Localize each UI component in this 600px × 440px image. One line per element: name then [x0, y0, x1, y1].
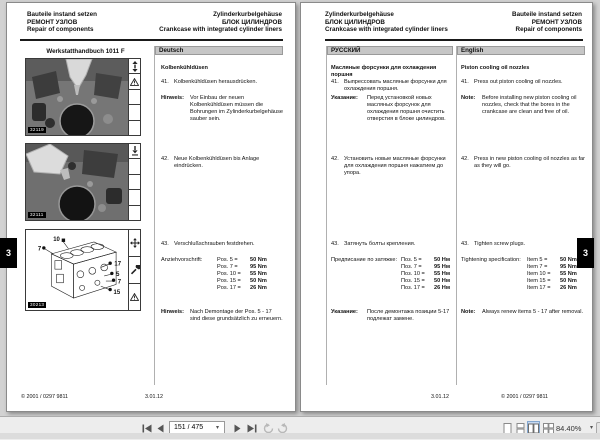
step-text: Выпрессовать масляные форсунки для охлаждения поршня.: [344, 79, 447, 92]
torque-value: 50 Nm: [250, 257, 267, 263]
note-label: Указание:: [331, 309, 358, 315]
callout-label: 5: [116, 271, 120, 278]
step-text: Neue Kolbenkühldüsen bis Anlage eindrücken.: [174, 156, 260, 169]
step-number: 42.: [461, 156, 469, 162]
column-divider: [456, 46, 457, 385]
torque-pos: Item 5 =: [527, 257, 548, 263]
press-in-icon: [129, 144, 140, 159]
torque-row: [527, 257, 577, 264]
title-line: БЛОК ЦИЛИНДРОВ: [222, 18, 282, 26]
torque-wrench-icon: [129, 257, 140, 284]
step-42: [331, 156, 453, 177]
callout-label: 7: [37, 246, 42, 253]
note-label: Note:: [461, 95, 476, 101]
torque-pos: Pos. 15 =: [217, 278, 241, 284]
torque-row: [401, 264, 450, 271]
callout-label: 7: [117, 279, 122, 286]
section-heading: Kolbenkühldüsen: [161, 65, 208, 71]
step-43: [331, 241, 453, 248]
torque-spec-table: [331, 257, 453, 292]
torque-label: Предписание по затяжке:: [331, 257, 398, 263]
title-line: Zylinderkurbelgehäuse: [213, 11, 282, 18]
torque-row: [401, 271, 450, 278]
page-title-block: [27, 11, 97, 34]
step-text: Verschlußschrauben festdrehen.: [174, 241, 255, 247]
figure-number-chip: 32111: [30, 212, 44, 217]
figure-photo-press-in: [25, 143, 141, 221]
figure-symbol-column: [129, 58, 141, 136]
torque-value: 26 Nm: [250, 285, 267, 291]
language-bar-russian: РУССКИЙ: [327, 46, 453, 55]
empty-symbol-cell: [129, 121, 140, 135]
text-column-german: [161, 63, 283, 393]
torque-row: [217, 271, 267, 278]
note-block: [161, 95, 283, 123]
torque-pos: Pos. 17 =: [217, 285, 241, 291]
torque-value: 95 Нм: [434, 264, 450, 270]
note-label: Указание:: [331, 95, 358, 101]
step-text: Затянуть болты крепления.: [344, 241, 416, 247]
step-number: 42.: [161, 156, 169, 162]
zoom-level-display[interactable]: 84.40%: [556, 424, 582, 433]
torque-value: 50 Нм: [434, 257, 450, 263]
torque-pos: Item 17 =: [527, 285, 551, 291]
torque-row: [217, 278, 267, 285]
chapter-title-block: [325, 11, 448, 34]
note-text: Перед установкой новых масляных форсунок для охлаждения поршня очистить отверстия в блоке цилиндров.: [367, 95, 446, 122]
footer-section-number: 3.01.12: [145, 394, 163, 400]
figure-drawing-screw-plugs: [25, 229, 141, 311]
column-divider: [326, 46, 327, 385]
torque-value: 55 Nm: [560, 271, 577, 277]
torque-value: 50 Nm: [560, 278, 577, 284]
empty-symbol-cell: [129, 175, 140, 190]
manual-name: Werkstatthandbuch 1011 F: [46, 48, 125, 55]
callout-label: 17: [114, 261, 122, 268]
footer-copyright: © 2001 / 0297 9811: [501, 394, 549, 400]
torque-row: [401, 285, 450, 292]
note-block: [461, 309, 585, 316]
note-label: Hinweis:: [161, 309, 185, 315]
empty-symbol-cell: [129, 190, 140, 205]
engine-photo: [25, 143, 129, 221]
torque-spec-table: [161, 257, 283, 292]
torque-value: 26 Nm: [560, 285, 577, 291]
torque-value: 55 Nm: [250, 271, 267, 277]
callout-label: 15: [113, 289, 121, 296]
warning-icon: [129, 74, 140, 89]
torque-pos: Pos. 5 =: [217, 257, 238, 263]
chapter-title-block: [159, 11, 282, 34]
torque-pos: Поз. 7 =: [401, 264, 422, 270]
title-line: Repair of components: [515, 26, 582, 34]
empty-symbol-cell: [129, 159, 140, 174]
torque-row: [527, 278, 577, 285]
torque-rows: [217, 257, 267, 292]
step-43: [461, 241, 585, 248]
torque-pos: Item 15 =: [527, 278, 551, 284]
torque-row: [401, 257, 450, 264]
step-number: 43.: [161, 241, 169, 247]
torque-value: 95 Nm: [560, 264, 577, 270]
cross-arrows-icon: [129, 230, 140, 257]
title-line: РЕМОНТ УЗЛОВ: [27, 18, 78, 26]
header-rule: [325, 39, 583, 41]
column-divider: [154, 46, 155, 385]
step-42: [461, 156, 585, 170]
torque-value: 26 Нм: [434, 285, 450, 291]
step-text: Press out piston cooling oil nozzles.: [474, 79, 563, 85]
header-rule: [20, 39, 283, 41]
figure-number-chip: 32119: [30, 127, 44, 132]
note-text: Vor Einbau der neuen Kolbenkühldüsen müssen die Bohrungen im Zylinderkurbelgehäuse sauber sein.: [190, 95, 283, 122]
press-out-icon: [129, 59, 140, 74]
note-label: Hinweis:: [161, 95, 185, 101]
torque-rows: [527, 257, 577, 292]
step-text: Установить новые масляные форсунки для охлаждения поршня нажатием до упора.: [344, 156, 446, 176]
step-41: [161, 79, 283, 86]
step-43: [161, 241, 283, 248]
figure-symbol-column: [129, 229, 141, 311]
note-block: [331, 309, 453, 323]
torque-pos: Поз. 15 =: [401, 278, 425, 284]
footer-copyright: © 2001 / 0297 9811: [21, 394, 69, 400]
note-block: [331, 95, 453, 123]
torque-value: 95 Nm: [250, 264, 267, 270]
torque-value: 55 Нм: [434, 271, 450, 277]
language-bar-english: English: [457, 46, 585, 55]
title-line: Bauteile instand setzen: [27, 11, 97, 18]
torque-row: [217, 264, 267, 271]
title-line: РЕМОНТ УЗЛОВ: [531, 18, 582, 26]
note-label: Note:: [461, 309, 476, 315]
torque-row: [401, 278, 450, 285]
step-text: Tighten screw plugs.: [474, 241, 526, 247]
taskbar-strip: [0, 433, 600, 439]
step-text: Kolbenkühldüsen herausdrücken.: [174, 79, 258, 85]
drawing-artwork: [26, 230, 128, 310]
note-text: Always renew items 5 - 17 after removal.: [482, 309, 584, 315]
empty-symbol-cell: [129, 206, 140, 220]
torque-pos: Pos. 7 =: [217, 264, 238, 270]
step-number: 41.: [331, 79, 339, 85]
title-line: БЛОК ЦИЛИНДРОВ: [325, 18, 385, 26]
engine-photo: [25, 58, 129, 136]
torque-pos: Поз. 10 =: [401, 271, 425, 277]
photo-artwork: [26, 59, 128, 135]
zoom-dropdown-caret-icon[interactable]: ▾: [590, 425, 594, 431]
step-42: [161, 156, 283, 170]
callout-label: 10: [53, 237, 60, 244]
chapter-tab-right: 3: [577, 238, 594, 268]
torque-pos: Pos. 10 =: [217, 271, 241, 277]
title-line: Bauteile instand setzen: [512, 11, 582, 18]
manual-page-left: [6, 2, 296, 412]
step-number: 43.: [331, 241, 339, 247]
step-number: 42.: [331, 156, 339, 162]
torque-pos: Item 10 =: [527, 271, 551, 277]
torque-row: [527, 264, 577, 271]
torque-value: 50 Нм: [434, 278, 450, 284]
figure-symbol-column: [129, 143, 141, 221]
torque-spec-table: [461, 257, 585, 292]
step-text: Press in new piston cooling oil nozzles as far as they will go.: [474, 156, 585, 169]
page-title-block: [512, 11, 582, 34]
torque-value: 50 Nm: [250, 278, 267, 284]
photo-artwork: [26, 144, 128, 220]
step-number: 41.: [161, 79, 169, 85]
warning-icon: [129, 284, 140, 310]
figure-number-chip: 30213: [30, 302, 45, 307]
note-text: После демонтажа позиции 5-17 подлежат замене.: [367, 309, 450, 322]
torque-pos: Item 7 =: [527, 264, 548, 270]
footer-section-number: 3.01.12: [431, 394, 449, 400]
section-heading: Piston cooling oil nozzles: [461, 65, 530, 71]
section-heading: Масляные форсунки для охлаждения поршня: [331, 65, 437, 78]
empty-symbol-cell: [129, 105, 140, 120]
chapter-tab-left: 3: [0, 238, 17, 268]
torque-row: [527, 271, 577, 278]
note-block: [461, 95, 585, 116]
note-block: [161, 309, 283, 323]
note-text: Nach Demontage der Pos. 5 - 17 sind diese grundsätzlich zu erneuern.: [190, 309, 283, 322]
note-text: Before installing new piston cooling oil nozzles, check that the bores in the crankcase are clean and free of oil.: [482, 95, 577, 115]
language-bar-deutsch: Deutsch: [155, 46, 283, 55]
manual-page-right: [300, 2, 593, 412]
step-number: 43.: [461, 241, 469, 247]
page-dropdown-caret-icon[interactable]: ▾: [216, 425, 220, 431]
torque-row: [217, 257, 267, 264]
title-line: Crankcase with integrated cylinder liners: [159, 26, 282, 34]
title-line: Zylinderkurbelgehäuse: [325, 11, 394, 18]
engine-block-drawing: [25, 229, 129, 311]
step-41: [461, 79, 585, 86]
torque-label: Anziehvorschrift:: [161, 257, 203, 263]
torque-value: 50 Nm: [560, 257, 577, 263]
torque-pos: Поз. 17 =: [401, 285, 425, 291]
torque-label: Tightening specification:: [461, 257, 521, 263]
step-number: 41.: [461, 79, 469, 85]
torque-row: [527, 285, 577, 292]
empty-symbol-cell: [129, 90, 140, 105]
title-line: Repair of components: [27, 26, 94, 34]
step-41: [331, 79, 453, 93]
torque-row: [217, 285, 267, 292]
torque-pos: Поз. 5 =: [401, 257, 422, 263]
text-column-english: [461, 63, 585, 393]
text-column-russian: [331, 63, 453, 393]
torque-rows: [401, 257, 450, 292]
figure-photo-press-out: [25, 58, 141, 136]
title-line: Crankcase with integrated cylinder liners: [325, 26, 448, 34]
